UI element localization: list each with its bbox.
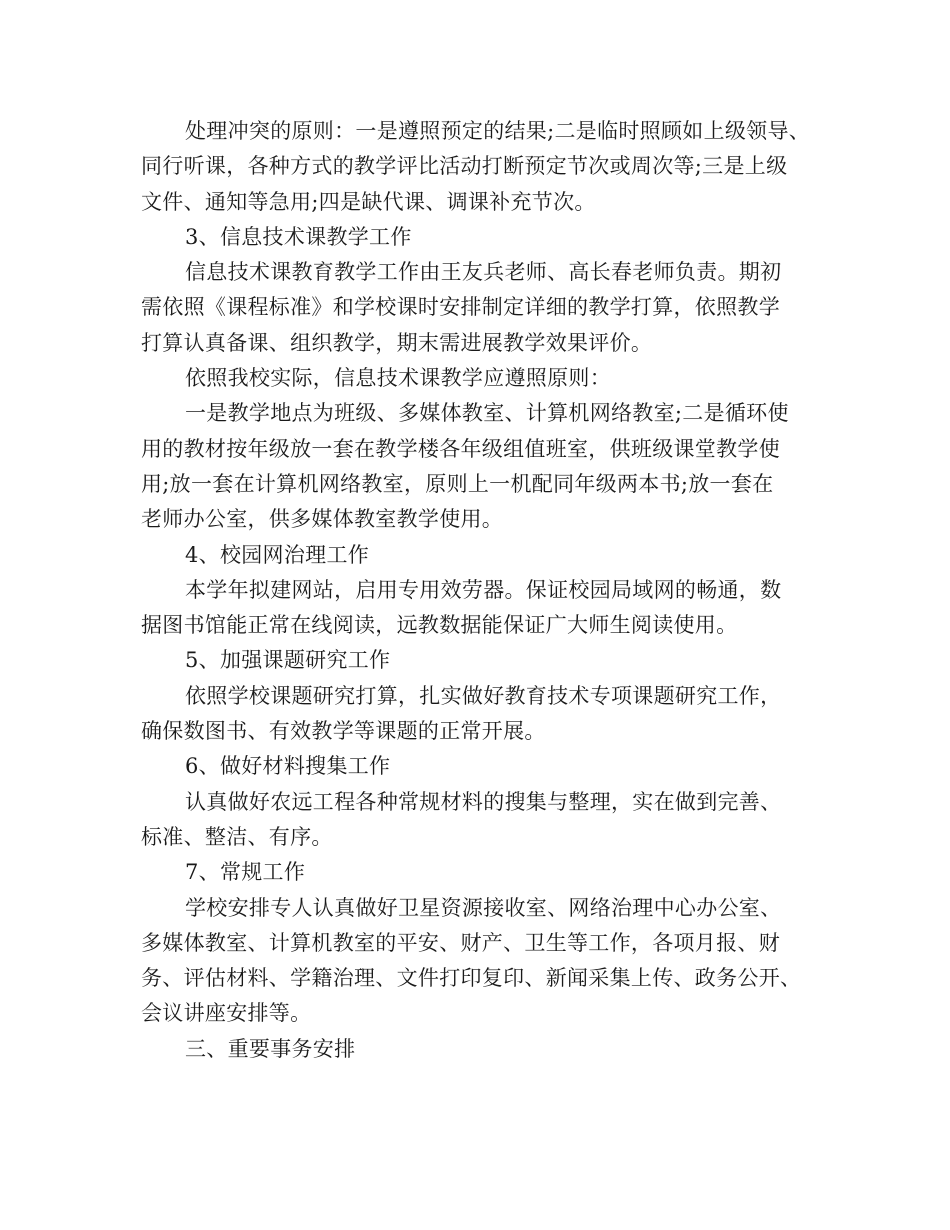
text-line: 确保数图书、有效教学等课题的正常开展。 — [141, 719, 546, 744]
paragraph-campus-network — [141, 573, 821, 644]
text-line: 处理冲突的原则：一是遵照预定的结果;二是临时照顾如上级领导、 — [185, 119, 811, 143]
section-heading: 7、常规工作 — [185, 860, 306, 885]
section-heading: 6、做好材料搜集工作 — [185, 754, 391, 779]
text-line: 标准、整洁、有序。 — [141, 824, 333, 849]
heading-important-affairs — [141, 1032, 821, 1067]
text-line: 依照学校课题研究打算，扎实做好教育技术专项课题研究工作， — [185, 683, 782, 708]
text-line: 用;放一套在计算机网络教室，原则上一机配同年级两本书;放一套在 — [141, 471, 774, 496]
heading-it-teaching — [141, 220, 821, 255]
text-line: 依照我校实际，信息技术课教学应遵照原则： — [185, 366, 611, 391]
paragraph-it-teaching — [141, 255, 821, 361]
section-heading: 5、加强课题研究工作 — [185, 648, 391, 673]
paragraph-research — [141, 679, 821, 750]
paragraph-it-principles-intro — [141, 361, 821, 396]
paragraph-routine — [141, 891, 821, 1032]
text-line: 务、评估材料、学籍治理、文件打印复印、新闻采集上传、政务公开、 — [141, 966, 802, 991]
text-line: 多媒体教室、计算机教室的平安、财产、卫生等工作，各项月报、财 — [141, 930, 780, 955]
text-line: 用的教材按年级放一套在教学楼各年级组值班室，供班级课堂教学使 — [141, 436, 780, 461]
text-line: 会议讲座安排等。 — [141, 1001, 312, 1026]
text-line: 信息技术课教育教学工作由王友兵老师、高长春老师负责。期初 — [185, 260, 782, 285]
heading-campus-network — [141, 538, 821, 573]
paragraph-materials — [141, 785, 821, 856]
text-line: 需依照《课程标准》和学校课时安排制定详细的教学打算，依照教学 — [141, 295, 780, 320]
text-line: 文件、通知等急用;四是缺代课、调课补充节次。 — [141, 189, 596, 214]
text-line: 认真做好农远工程各种常规材料的搜集与整理，实在做到完善、 — [185, 789, 782, 814]
text-line: 同行听课，各种方式的教学评比活动打断预定节次或周次等;三是上级 — [141, 154, 788, 179]
heading-materials — [141, 749, 821, 784]
paragraph-it-principles — [141, 396, 821, 537]
section-heading: 三、重要事务安排 — [185, 1036, 356, 1061]
document-body — [141, 114, 821, 1067]
section-heading: 4、校园网治理工作 — [185, 542, 370, 567]
text-line: 据图书馆能正常在线阅读，远教数据能保证广大师生阅读使用。 — [141, 613, 738, 638]
heading-research — [141, 643, 821, 678]
text-line: 本学年拟建网站，启用专用效劳器。保证校园局域网的畅通，数 — [185, 577, 782, 602]
text-line: 学校安排专人认真做好卫星资源接收室、网络治理中心办公室、 — [185, 895, 782, 920]
text-line: 老师办公室，供多媒体教室教学使用。 — [141, 507, 504, 532]
section-heading: 3、信息技术课教学工作 — [185, 224, 412, 249]
heading-routine — [141, 855, 821, 890]
text-line: 打算认真备课、组织教学，期末需进展教学效果评价。 — [141, 330, 653, 355]
paragraph-conflict-principles — [141, 114, 821, 220]
text-line: 一是教学地点为班级、多媒体教室、计算机网络教室;二是循环使 — [185, 401, 789, 426]
